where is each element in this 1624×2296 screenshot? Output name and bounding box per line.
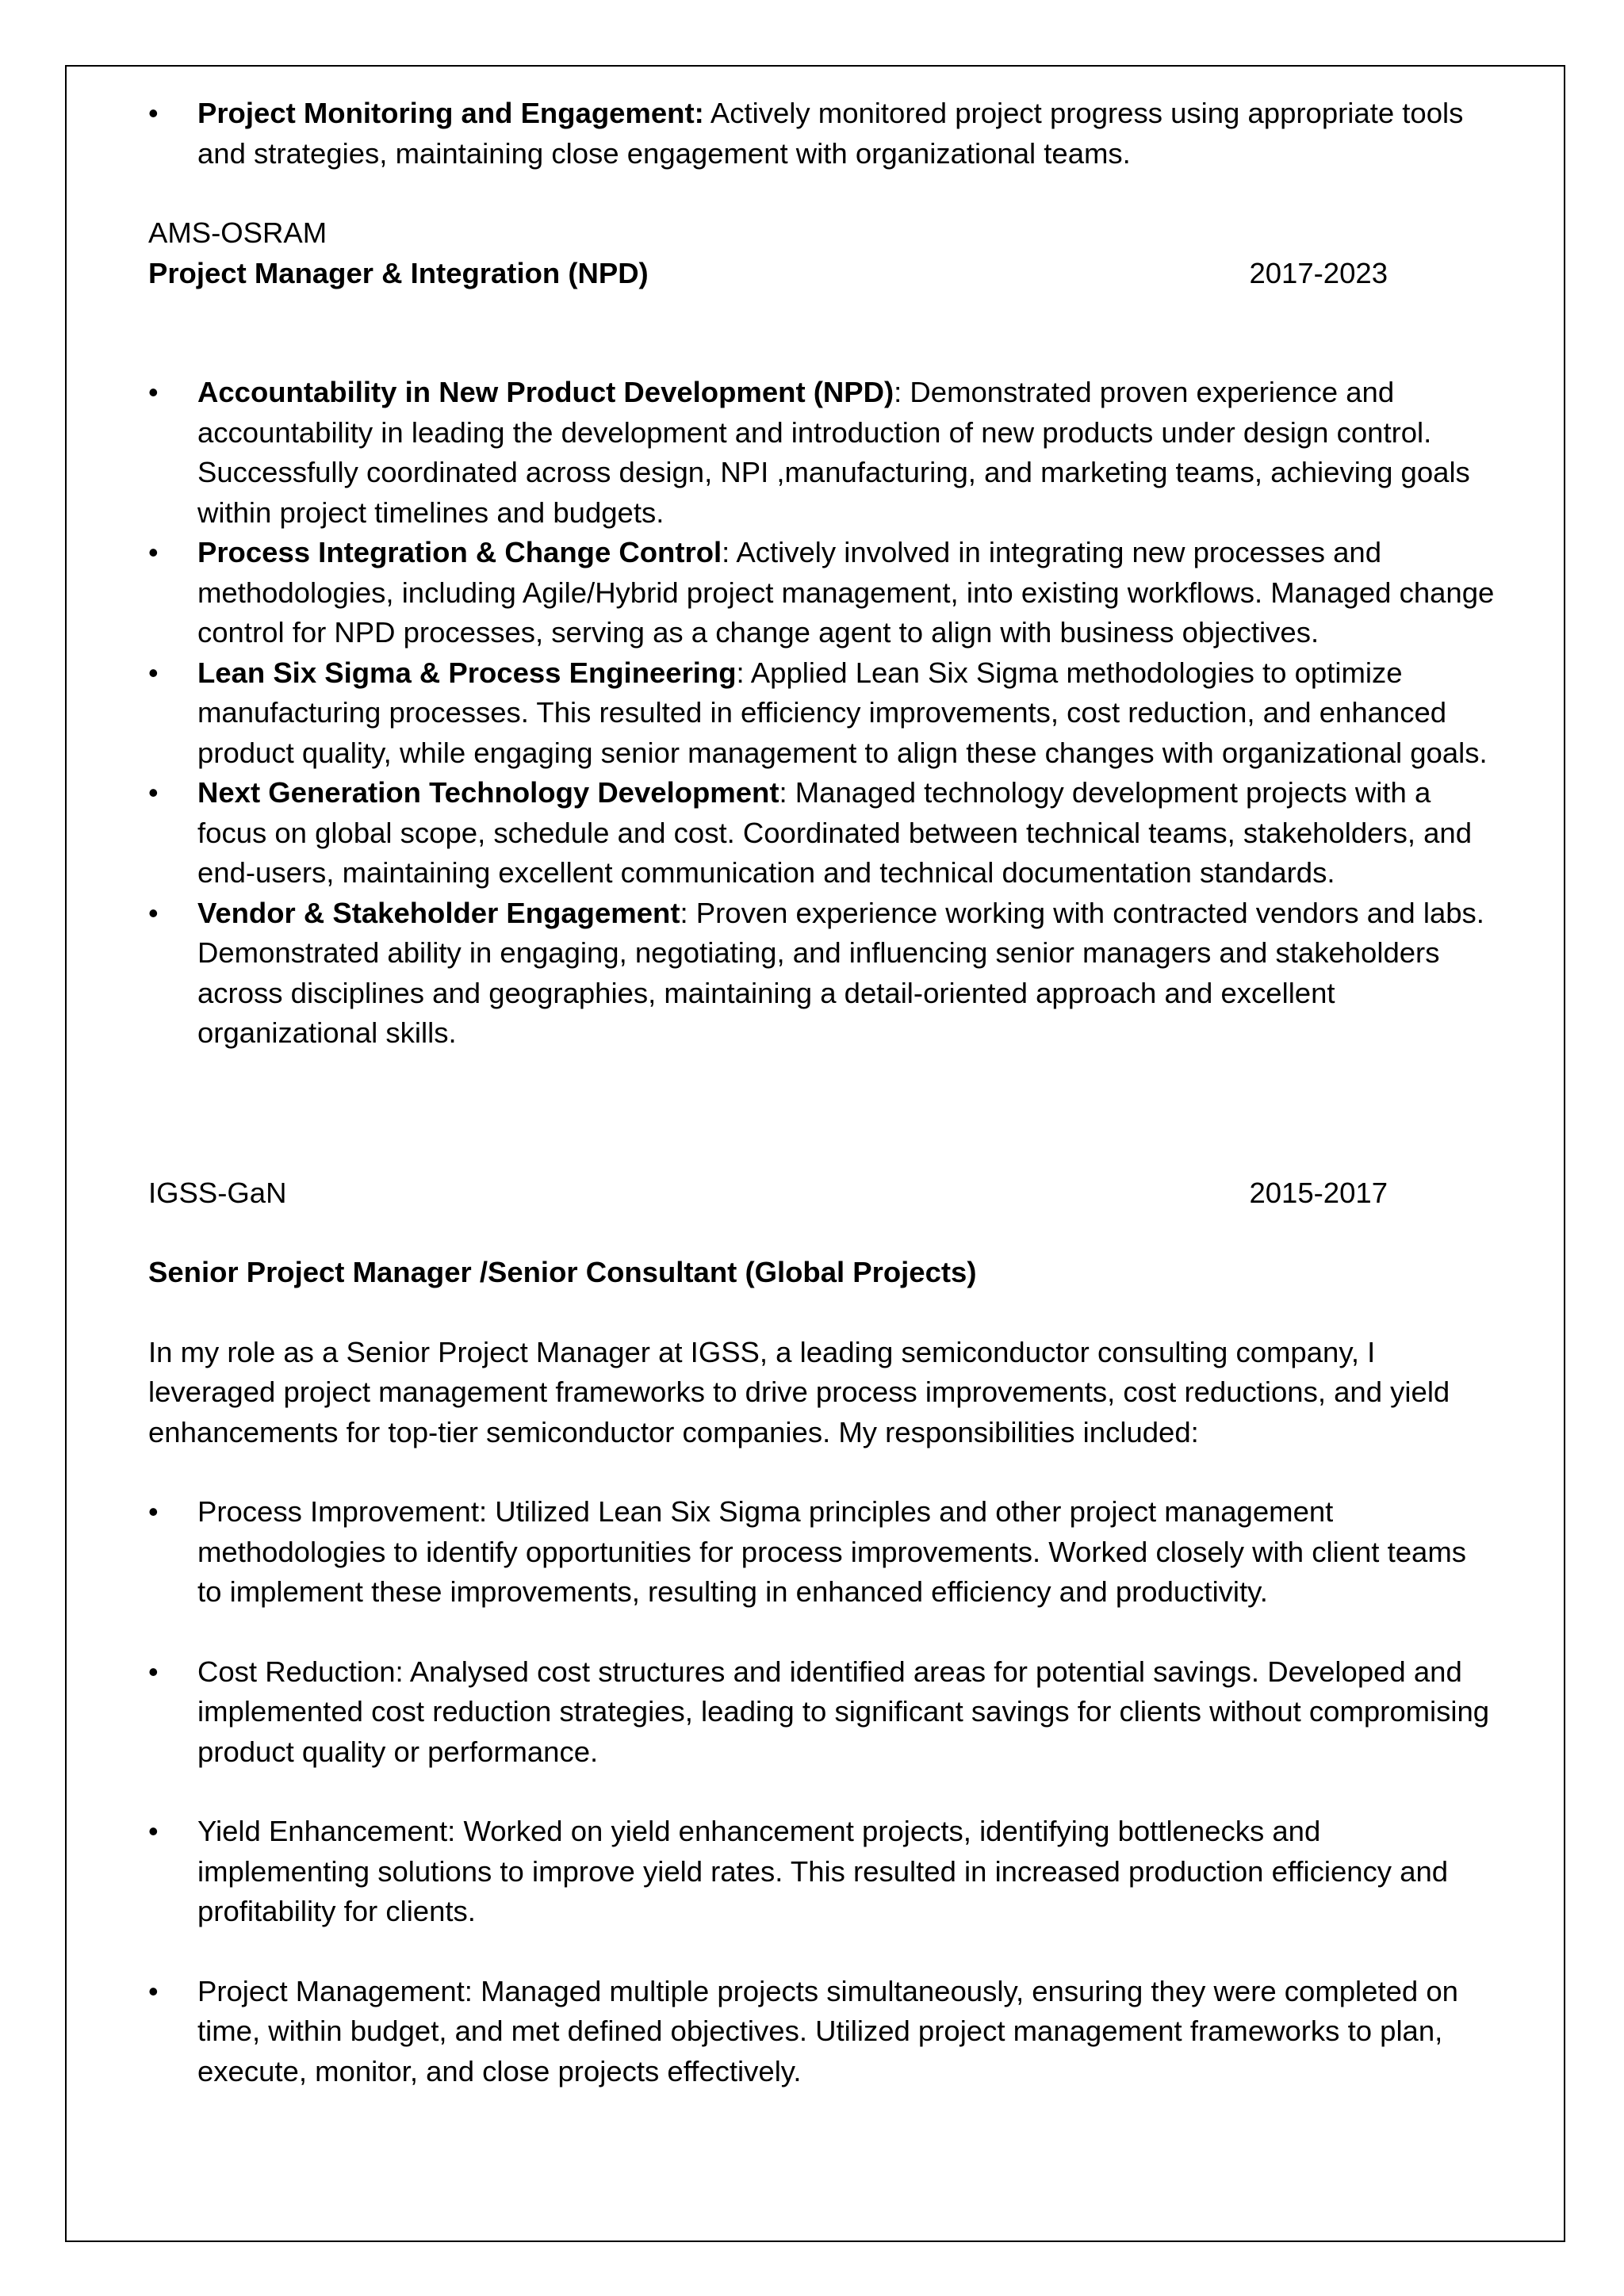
list-item: • Cost Reduction: Analysed cost structures and identified areas for potential savings. Developed and implemented cost reduction strategies, leading to significant savings for clients without compromising product quality or performance. (148, 1652, 1496, 1773)
list-item: • Vendor & Stakeholder Engagement: Proven experience working with contracted vendors and labs. Demonstrated ability in engaging, negotiating, and influencing senior managers and stakeholders across disciplines and geographies, maintaining a detail-oriented approach and excellent organizational skills. (148, 894, 1496, 1054)
igss-summary: In my role as a Senior Project Manager at IGSS, a leading semiconductor consulting company, I leveraged project management frameworks to drive process improvements, cost reductions, and yield enhancements for top-tier semiconductor companies. My responsibilities included: (148, 1335, 1450, 1448)
intro-bullet-list (148, 94, 1496, 174)
list-spacer (148, 1932, 1496, 1972)
list-item: • Project Monitoring and Engagement: Actively monitored project progress using appropriate tools and strategies, maintaining close engagement with organizational teams. (148, 94, 1496, 174)
igss-role: Senior Project Manager /Senior Consultant (Global Projects) (148, 1256, 977, 1288)
igss-bullet-list (148, 1492, 1496, 2091)
list-spacer (148, 1613, 1496, 1652)
list-item: • Lean Six Sigma & Process Engineering: Applied Lean Six Sigma methodologies to optimize manufacturing processes. This resulted in efficiency improvements, cost reduction, and enhanced product quality, while engaging senior management to align these changes with organizational goals. (148, 653, 1496, 774)
igss-company: IGSS-GaN (148, 1176, 287, 1209)
list-item: • Process Improvement: Utilized Lean Six Sigma principles and other project management methodologies to identify opportunities for process improvements. Worked closely with client teams to implement these improvements, resulting in enhanced efficiency and productivity. (148, 1492, 1496, 1613)
list-item: • Process Integration & Change Control: Actively involved in integrating new processes and methodologies, including Agile/Hybrid project management, into existing workflows. Managed change control for NPD processes, serving as a change agent to align with business objectives. (148, 533, 1496, 653)
ams-company: AMS-OSRAM (148, 216, 327, 249)
list-spacer (148, 1772, 1496, 1812)
list-item: • Yield Enhancement: Worked on yield enhancement projects, identifying bottlenecks and implementing solutions to improve yield rates. This resulted in increased production efficiency and profitability for clients. (148, 1812, 1496, 1932)
ams-role: Project Manager & Integration (NPD) (148, 256, 649, 289)
list-item: • Project Management: Managed multiple projects simultaneously, ensuring they were completed on time, within budget, and met defined objectives. Utilized project management frameworks to plan, execute, monitor, and close projects effectively. (148, 1972, 1496, 2092)
ams-role-row (148, 254, 1388, 294)
list-item: • Next Generation Technology Development: Managed technology development projects with a focus on global scope, schedule and cost. Coordinated between technical teams, stakeholders, and end-users, maintaining excellent communication and technical documentation standards. (148, 773, 1496, 894)
ams-bullet-list (148, 373, 1496, 1054)
igss-company-row (148, 1173, 1388, 1214)
list-item: • Accountability in New Product Development (NPD): Demonstrated proven experience and accountability in leading the development and introduction of new products under design control. Successfully coordinated across design, NPI ,manufacturing, and marketing teams, achieving goals within project timelines and budgets. (148, 373, 1496, 533)
igss-dates: 2015-2017 (1249, 1176, 1388, 1209)
ams-dates: 2017-2023 (1249, 256, 1388, 289)
resume-content (148, 94, 1496, 2091)
